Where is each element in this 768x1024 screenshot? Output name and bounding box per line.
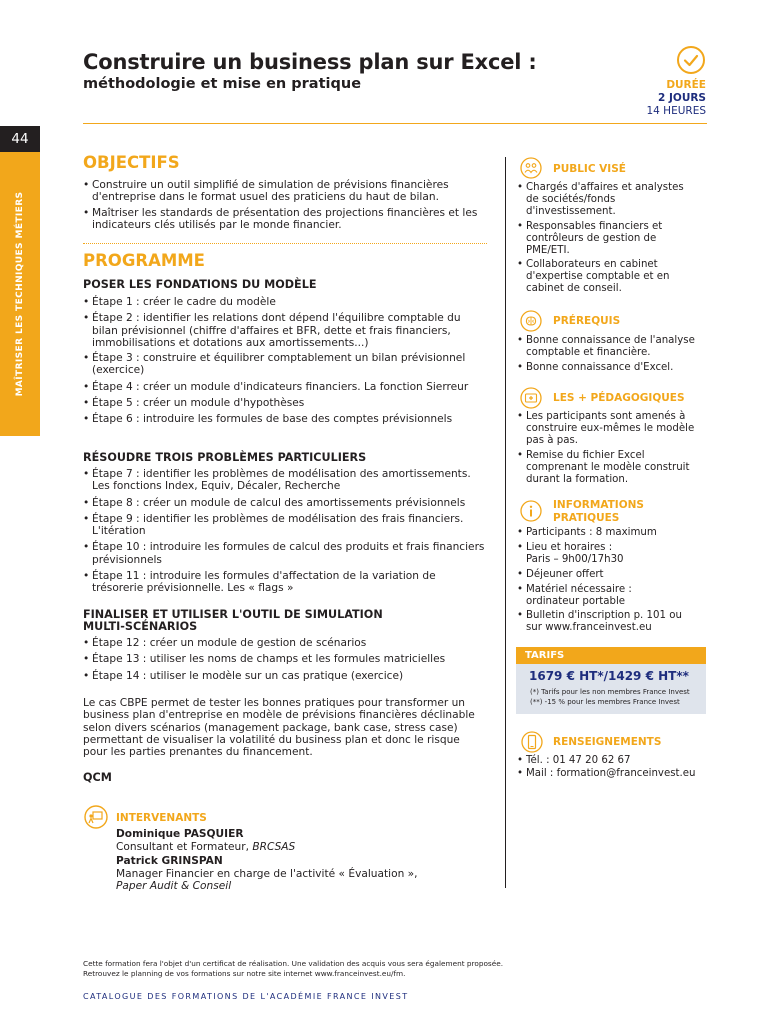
contact-title: RENSEIGNEMENTS xyxy=(553,736,662,748)
list-item: • Étape 5 : créer un module d'hypothèses xyxy=(83,397,489,409)
list-item: • Étape 12 : créer un module de gestion de scénarios xyxy=(83,637,489,649)
catalog-footer: CATALOGUE DES FORMATIONS DE L'ACADÉMIE FRANCE INVEST xyxy=(83,992,409,1001)
tarifs-price: 1679 € HT*/1429 € HT** xyxy=(529,669,689,683)
programme-block-title: MULTI-SCÉNARIOS xyxy=(83,620,198,633)
list-item: • Mail : formation@franceinvest.eu xyxy=(517,768,707,780)
prerequis-title: PRÉREQUIS xyxy=(553,315,621,327)
tarifs-note: (**) -15 % pour les membres France Invest xyxy=(530,698,680,706)
list-item: • Lieu et horaires : Paris – 9h00/17h30 xyxy=(517,542,636,566)
list-item: • Étape 7 : identifier les problèmes de modélisation des amortissements. Les fonctions Index, Equiv, Décaler, Recherche xyxy=(83,468,489,493)
programme-block-title: POSER LES FONDATIONS DU MODÈLE xyxy=(83,278,317,291)
list-item: • Chargés d'affaires et analystes de sociétés/fonds d'investissement. xyxy=(517,182,699,218)
pedago-list xyxy=(517,411,703,485)
objectifs-title: OBJECTIFS xyxy=(83,153,180,172)
programme-block-title: RÉSOUDRE TROIS PROBLÈMES PARTICULIERS xyxy=(83,451,367,464)
contact-list xyxy=(517,755,707,780)
programme-title: PROGRAMME xyxy=(83,251,205,270)
footer-note: Cette formation fera l'objet d'un certificat de réalisation. Une validation des acquis vous sera également proposée. xyxy=(83,959,504,968)
people-icon xyxy=(520,157,542,179)
brain-icon xyxy=(520,310,542,332)
list-item: • Construire un outil simplifié de simulation de prévisions financières d'entreprise dans le format usuel des praticiens du haut de bilan. xyxy=(83,179,489,204)
list-item: • Étape 14 : utiliser le modèle sur un cas pratique (exercice) xyxy=(83,670,489,682)
pedago-title: LES + PÉDAGOGIQUES xyxy=(553,392,685,404)
duration-hours: 14 HEURES xyxy=(646,105,706,117)
list-item: • Participants : 8 maximum xyxy=(517,527,699,539)
page-title: Construire un business plan sur Excel : xyxy=(83,50,537,74)
list-item: • Bonne connaissance d'Excel. xyxy=(517,362,707,374)
programme-block-list xyxy=(83,296,489,426)
infos-title: INFORMATIONS xyxy=(553,499,644,511)
list-item: • Collaborateurs en cabinet d'expertise comptable et en cabinet de conseil. xyxy=(517,259,699,295)
list-item: • Étape 9 : identifier les problèmes de modélisation des frais financiers. L'itération xyxy=(83,513,489,538)
list-item: • Responsables financiers et contrôleurs de gestion de PME/ETI. xyxy=(517,221,699,257)
public-list xyxy=(517,182,699,295)
tarifs-title: TARIFS xyxy=(525,650,565,661)
list-item: • Étape 1 : créer le cadre du modèle xyxy=(83,296,489,308)
objectifs-list xyxy=(83,179,489,231)
list-item: • Étape 10 : introduire les formules de calcul des produits et frais financiers prévisionnels xyxy=(83,541,489,566)
list-item: • Déjeuner offert xyxy=(517,569,699,581)
list-item: • Bonne connaissance de l'analyse comptable et financière. xyxy=(517,335,707,359)
list-item: • Tél. : 01 47 20 62 67 xyxy=(517,755,707,767)
header-divider xyxy=(83,123,707,124)
page-number: 44 xyxy=(0,126,40,152)
column-divider xyxy=(505,157,506,888)
speaker-name: Dominique PASQUIER xyxy=(116,828,244,840)
info-icon xyxy=(520,500,542,522)
infos-list xyxy=(517,527,699,634)
list-item: • Les participants sont amenés à construire eux-mêmes le modèle pas à pas. xyxy=(517,411,703,447)
section-side-label: MAÎTRISER LES TECHNIQUES MÉTIERS xyxy=(15,191,25,397)
programme-block-title: FINALISER ET UTILISER L'OUTIL DE SIMULATION xyxy=(83,608,383,621)
footer-note: Retrouvez le planning de vos formations sur notre site internet www.franceinvest.eu/fm. xyxy=(83,969,406,978)
list-item: • Étape 3 : construire et équilibrer comptablement un bilan prévisionnel (exercice) xyxy=(83,352,489,377)
list-item: • Matériel nécessaire : ordinateur portable xyxy=(517,584,656,608)
list-item: • Étape 13 : utiliser les noms de champs et les formules matricielles xyxy=(83,653,489,665)
tarifs-note: (*) Tarifs pour les non membres France Invest xyxy=(530,688,690,696)
list-item: • Remise du fichier Excel comprenant le modèle construit durant la formation. xyxy=(517,450,703,486)
list-item: • Étape 6 : introduire les formules de base des comptes prévisionnels xyxy=(83,413,489,425)
phone-icon xyxy=(521,731,543,753)
duration-label: DURÉE xyxy=(666,79,706,91)
qcm-label: QCM xyxy=(83,771,112,784)
programme-block-list xyxy=(83,637,489,682)
speaker-role: Consultant et Formateur, BRCSAS xyxy=(116,841,296,853)
tarifs-header xyxy=(516,647,706,664)
intervenants-title: INTERVENANTS xyxy=(116,812,207,824)
list-item: • Maîtriser les standards de présentation des projections financières et les indicateurs clés utilisés par le monde financier. xyxy=(83,207,489,232)
programme-block-list xyxy=(83,468,489,595)
clock-check-icon xyxy=(675,44,707,76)
speaker-org: Paper Audit & Conseil xyxy=(116,880,232,892)
public-title: PUBLIC VISÉ xyxy=(553,163,626,175)
list-item: • Étape 11 : introduire les formules d'affectation de la variation de trésorerie prévisionnelle. Les « flags » xyxy=(83,570,489,595)
page-subtitle: méthodologie et mise en pratique xyxy=(83,76,362,92)
list-item: • Étape 4 : créer un module d'indicateurs financiers. La fonction Sierreur xyxy=(83,381,489,393)
list-item: • Étape 2 : identifier les relations dont dépend l'équilibre comptable du bilan prévisionnel (chiffre d'affaires et BFR, dette et frais financiers, immobilisations et dotations aux amortissements...) xyxy=(83,312,489,349)
presenter-icon xyxy=(84,805,108,829)
duration-days: 2 JOURS xyxy=(658,92,706,104)
section-divider xyxy=(83,243,487,244)
speaker-role: Manager Financier en charge de l'activité « Évaluation », xyxy=(116,868,418,880)
programme-paragraph: Le cas CBPE permet de tester les bonnes pratiques pour transformer un business plan d'entreprise en modèle de prévisions financières déclinable selon divers scénarios (management package, bank case, stress case) permettant de visualiser la volatilité du business plan et donc le risque pour les parties prenantes du financement. xyxy=(83,697,475,759)
infos-title: PRATIQUES xyxy=(553,512,620,524)
speaker-name: Patrick GRINSPAN xyxy=(116,855,223,867)
prerequis-list xyxy=(517,335,707,374)
list-item: • Étape 8 : créer un module de calcul des amortissements prévisionnels xyxy=(83,497,489,509)
plus-pedago-icon xyxy=(520,387,542,409)
list-item: • Bulletin d'inscription p. 101 ou sur www.franceinvest.eu xyxy=(517,610,686,634)
